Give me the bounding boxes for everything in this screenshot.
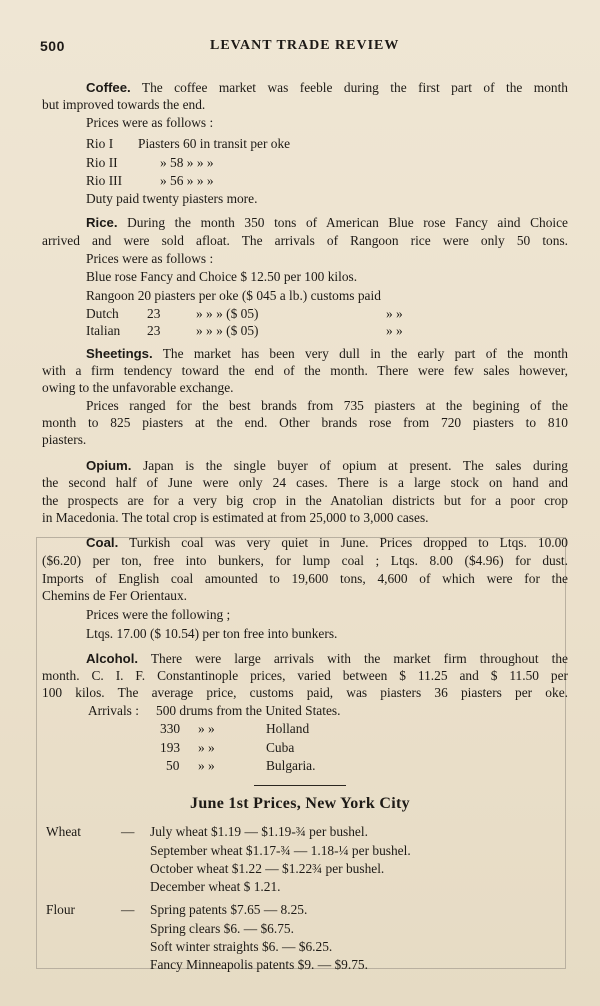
rice-tail-italian: » » bbox=[386, 323, 403, 338]
arrival-qty-bulgaria: 50 bbox=[166, 758, 180, 773]
rice-row-rangoon: Rangoon 20 piasters per oke ($ 045 a lb.) customs paid bbox=[86, 288, 381, 303]
coffee-heading: Coffee. bbox=[86, 80, 131, 95]
opium-line-3: the prospects are for a very big crop in the Anatolian districts but for a poor crop bbox=[42, 493, 568, 508]
flour-line-2: Spring clears $6. — $6.75. bbox=[150, 921, 294, 936]
flour-line-3: Soft winter straights $6. — $6.25. bbox=[150, 939, 333, 954]
coffee-intro: Prices were as follows : bbox=[86, 115, 214, 130]
sheetings-line-4: Prices ranged for the best brands from 735 piasters at the begining of the bbox=[86, 398, 568, 413]
coffee-grade-3: Rio III bbox=[86, 173, 123, 188]
prices-title: June 1st Prices, New York City bbox=[190, 795, 410, 812]
rice-heading: Rice. bbox=[86, 215, 118, 230]
coal-line-1: Coal. Turkish coal was very quiet in June. Prices dropped to Ltqs. 10.00 bbox=[86, 535, 568, 550]
flour-line-1: Spring patents $7.65 — 8.25. bbox=[150, 902, 308, 917]
rice-marks-italian: » » » ($ 05) bbox=[196, 323, 259, 338]
rice-line-1: Rice. During the month 350 tons of American Blue rose Fancy aind Choice bbox=[86, 215, 568, 230]
opium-line-4: in Macedonia. The total crop is estimated at from 25,000 to 3,000 cases. bbox=[42, 510, 429, 525]
coal-intro: Prices were the following ; bbox=[86, 607, 231, 622]
arrival-origin-holland: Holland bbox=[266, 721, 310, 736]
rice-marks-dutch: » » » ($ 05) bbox=[196, 306, 259, 321]
coffee-grade-2: Rio II bbox=[86, 155, 118, 170]
coffee-price-1: Piasters 60 in transit per oke bbox=[138, 136, 291, 151]
coal-line-2: ($6.20) per ton, free into bunkers, for lump coal ; Ltqs. 8.00 ($4.96) for dust. bbox=[42, 553, 568, 568]
page-number: 500 bbox=[40, 38, 65, 54]
rice-qty-dutch: 23 bbox=[147, 306, 161, 321]
rice-line-2: arrived and were sold afloat. The arrivals of Rangoon rice were only 50 tons. bbox=[42, 233, 568, 248]
wheat-line-1: July wheat $1.19 — $1.19-¾ per bushel. bbox=[150, 824, 368, 839]
arrival-origin-cuba: Cuba bbox=[266, 740, 295, 755]
coal-line-3: Imports of English coal amounted to 19,600 tons, 4,600 of which were for the bbox=[42, 571, 568, 586]
sheetings-line-1: Sheetings. The market has been very dull in the early part of the month bbox=[86, 346, 568, 361]
alcohol-line-3: 100 kilos. The average price, customs paid, was piasters 36 piasters per oke. bbox=[42, 685, 568, 700]
coffee-price-3: » 56 » » » bbox=[160, 173, 214, 188]
arrivals-first: 500 drums from the United States. bbox=[156, 703, 341, 718]
flour-dash: — bbox=[121, 902, 135, 917]
coal-row: Ltqs. 17.00 ($ 10.54) per ton free into bunkers. bbox=[86, 626, 338, 641]
running-title: LEVANT TRADE REVIEW bbox=[210, 38, 400, 53]
sheetings-line-5: month to 825 piasters at the end. Other brands rose from 720 piasters to 810 bbox=[42, 415, 568, 430]
page-header bbox=[40, 38, 570, 58]
wheat-line-4: December wheat $ 1.21. bbox=[150, 879, 281, 894]
rice-name-italian: Italian bbox=[86, 323, 121, 338]
alcohol-line-2: month. C. I. F. Constantinople prices, varied between $ 11.25 and $ 11.50 per bbox=[42, 668, 568, 683]
arrival-marks-holland: » » bbox=[198, 721, 215, 736]
arrival-marks-cuba: » » bbox=[198, 740, 215, 755]
rice-intro: Prices were as follows : bbox=[86, 251, 214, 266]
coffee-line-1: Coffee. The coffee market was feeble during the first part of the month bbox=[86, 80, 569, 95]
sheetings-heading: Sheetings. bbox=[86, 346, 153, 361]
wheat-line-3: October wheat $1.22 — $1.22¾ per bushel. bbox=[150, 861, 385, 876]
flour-line-4: Fancy Minneapolis patents $9. — $9.75. bbox=[150, 957, 368, 972]
sheetings-line-6: piasters. bbox=[42, 432, 87, 447]
arrival-marks-bulgaria: » » bbox=[198, 758, 215, 773]
alcohol-line-1: Alcohol. There were large arrivals with the market firm throughout the bbox=[86, 651, 569, 666]
arrival-qty-cuba: 193 bbox=[160, 740, 181, 755]
rice-qty-italian: 23 bbox=[147, 323, 161, 338]
opium-line-1: Opium. Japan is the single buyer of opium at present. The sales during bbox=[86, 458, 568, 473]
alcohol-heading: Alcohol. bbox=[86, 651, 139, 666]
arrivals-label: Arrivals : bbox=[88, 703, 139, 718]
section-divider bbox=[254, 785, 346, 786]
coffee-duty: Duty paid twenty piasters more. bbox=[86, 191, 258, 206]
opium-heading: Opium. bbox=[86, 458, 132, 473]
arrival-origin-bulgaria: Bulgaria. bbox=[266, 758, 316, 773]
wheat-dash: — bbox=[121, 824, 135, 839]
rice-row-blue-rose: Blue rose Fancy and Choice $ 12.50 per 100 kilos. bbox=[86, 269, 358, 284]
arrival-qty-holland: 330 bbox=[160, 721, 181, 736]
coal-heading: Coal. bbox=[86, 535, 119, 550]
rice-name-dutch: Dutch bbox=[86, 306, 119, 321]
coffee-price-2: » 58 » » » bbox=[160, 155, 214, 170]
flour-label: Flour bbox=[46, 902, 76, 917]
opium-line-2: the second half of June were only 24 cases. There is a large stock on hand and bbox=[42, 475, 568, 490]
rice-tail-dutch: » » bbox=[386, 306, 403, 321]
coal-line-4: Chemins de Fer Orientaux. bbox=[42, 588, 188, 603]
wheat-label: Wheat bbox=[46, 824, 81, 839]
sheetings-line-2: with a firm tendency toward the end of the month. There were few sales however, bbox=[42, 363, 568, 378]
coffee-line-2: but improved towards the end. bbox=[42, 97, 206, 112]
sheetings-line-3: owing to the unfavorable exchange. bbox=[42, 380, 234, 395]
coffee-grade-1: Rio I bbox=[86, 136, 114, 151]
wheat-line-2: September wheat $1.17-¾ — 1.18-¼ per bushel. bbox=[150, 843, 411, 858]
